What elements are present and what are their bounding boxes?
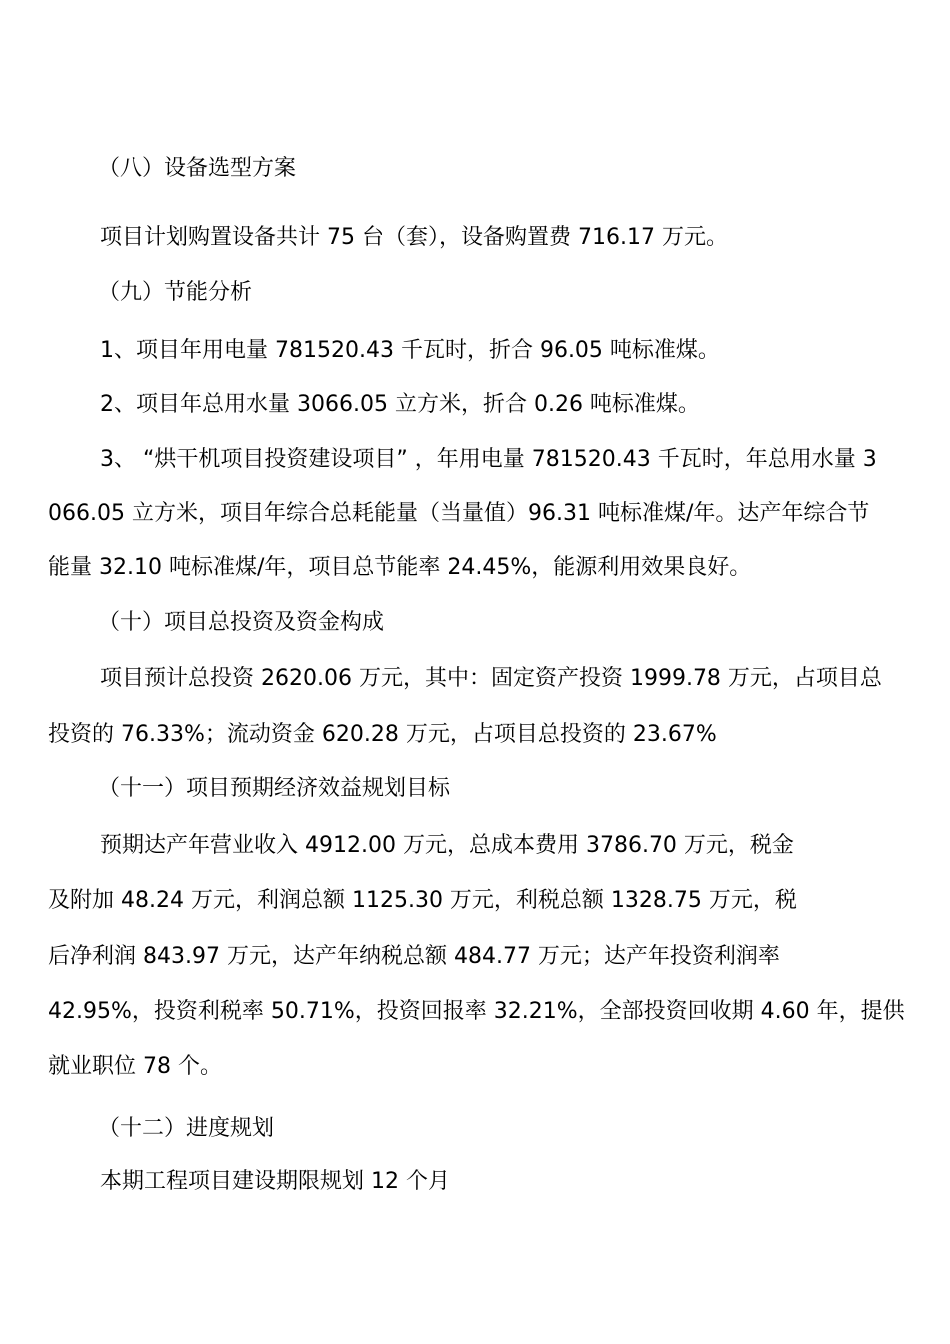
schedule-paragraph: 本期工程项目建设期限规划 12 个月 xyxy=(100,1169,450,1194)
energy-item-2: 2、项目年总用水量 3066.05 立方米，折合 0.26 吨标准煤。 xyxy=(100,392,700,417)
benefit-line-4: 42.95%，投资利税率 50.71%，投资回报率 32.21%，全部投资回收期 4.60 年，提供 xyxy=(48,999,905,1024)
energy-item-1: 1、项目年用电量 781520.43 千瓦时，折合 96.05 吨标准煤。 xyxy=(100,338,720,363)
section-heading-9: （九）节能分析 xyxy=(98,280,253,305)
section-heading-11: （十一）项目预期经济效益规划目标 xyxy=(98,776,451,801)
section-heading-12: （十二）进度规划 xyxy=(98,1116,275,1141)
investment-line-1: 项目预计总投资 2620.06 万元，其中：固定资产投资 1999.78 万元，占项目总 xyxy=(100,666,882,691)
energy-item-3-line-3: 能量 32.10 吨标准煤/年，项目总节能率 24.45%，能源利用效果良好。 xyxy=(48,555,752,580)
benefit-line-2: 及附加 48.24 万元，利润总额 1125.30 万元，利税总额 1328.75 万元，税 xyxy=(48,888,797,913)
section-heading-10: （十）项目总投资及资金构成 xyxy=(98,610,385,635)
energy-item-3-line-1: 3、 “烘干机项目投资建设项目” ，年用电量 781520.43 千瓦时，年总用水量 3 xyxy=(100,447,877,472)
paragraph-equipment: 项目计划购置设备共计 75 台（套），设备购置费 716.17 万元。 xyxy=(100,225,728,250)
investment-line-2: 投资的 76.33%；流动资金 620.28 万元，占项目总投资的 23.67% xyxy=(48,722,717,747)
section-heading-8: （八）设备选型方案 xyxy=(98,156,297,181)
benefit-line-5: 就业职位 78 个。 xyxy=(48,1054,222,1079)
energy-item-3-line-2: 066.05 立方米，项目年综合总耗能量（当量值）96.31 吨标准煤/年。达产年综合节 xyxy=(48,501,870,526)
benefit-line-1: 预期达产年营业收入 4912.00 万元，总成本费用 3786.70 万元，税金 xyxy=(100,833,794,858)
benefit-line-3: 后净利润 843.97 万元，达产年纳税总额 484.77 万元；达产年投资利润率 xyxy=(48,944,780,969)
